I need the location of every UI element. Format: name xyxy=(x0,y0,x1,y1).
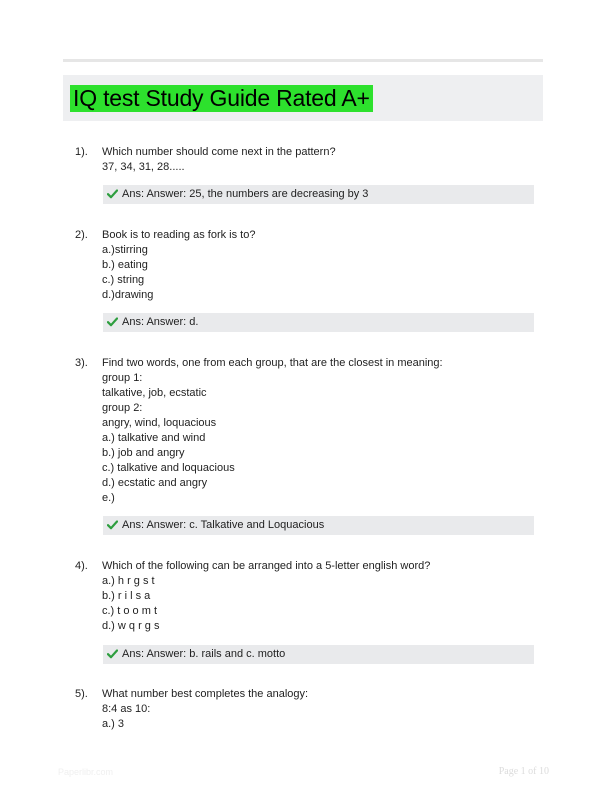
option-a: a.) 3 xyxy=(102,718,125,730)
option-d: d.) w q r g s xyxy=(102,620,160,632)
answer-box xyxy=(103,185,534,204)
option-b: b.) eating xyxy=(102,259,148,271)
option-b: b.) job and angry xyxy=(102,447,185,459)
check-icon xyxy=(107,187,118,206)
answer-text: Ans: Answer: 25, the numbers are decreasing by 3 xyxy=(122,188,369,200)
question-line: Find two words, one from each group, that are the closest in meaning: xyxy=(102,357,443,369)
page-title: IQ test Study Guide Rated A+ xyxy=(70,85,373,112)
question-line: 8:4 as 10: xyxy=(102,703,151,715)
option-c: c.) t o o m t xyxy=(102,605,158,617)
question-line: Which of the following can be arranged into a 5-letter english word? xyxy=(102,560,431,572)
option-a: a.) h r g s t xyxy=(102,575,155,587)
title-band xyxy=(63,75,543,121)
answer-text: Ans: Answer: c. Talkative and Loquacious xyxy=(122,519,325,531)
answer-text: Ans: Answer: b. rails and c. motto xyxy=(122,648,286,660)
question-line: What number best completes the analogy: xyxy=(102,688,309,700)
option-c: c.) talkative and loquacious xyxy=(102,462,235,474)
question-line: angry, wind, loquacious xyxy=(102,417,217,429)
question-text xyxy=(102,356,542,506)
question-text xyxy=(102,145,542,175)
question-number: 2). xyxy=(75,229,88,241)
check-icon xyxy=(107,647,118,666)
question-text xyxy=(102,687,542,732)
answer-text: Ans: Answer: d. xyxy=(122,316,199,328)
option-c: c.) string xyxy=(102,274,145,286)
page-number: Page 1 of 10 xyxy=(498,766,549,777)
question-line: talkative, job, ecstatic xyxy=(102,387,207,399)
top-divider xyxy=(63,59,543,62)
question-number: 4). xyxy=(75,560,88,572)
question-line: 37, 34, 31, 28..... xyxy=(102,161,185,173)
footer-watermark: Paperlibr.com xyxy=(58,767,114,777)
question-text xyxy=(102,559,542,634)
question-line: group 1: xyxy=(102,372,143,384)
check-icon xyxy=(107,518,118,537)
check-icon xyxy=(107,315,118,334)
question-line: group 2: xyxy=(102,402,143,414)
option-d: d.) ecstatic and angry xyxy=(102,477,208,489)
option-a: a.) talkative and wind xyxy=(102,432,206,444)
option-b: b.) r i l s a xyxy=(102,590,151,602)
question-number: 1). xyxy=(75,146,88,158)
question-line: Book is to reading as fork is to? xyxy=(102,229,256,241)
option-d: d.)drawing xyxy=(102,289,154,301)
question-number: 3). xyxy=(75,357,88,369)
question-text xyxy=(102,228,542,303)
option-e: e.) xyxy=(102,492,115,504)
question-number: 5). xyxy=(75,688,88,700)
answer-box xyxy=(103,516,534,535)
question-line: Which number should come next in the pattern? xyxy=(102,146,336,158)
option-a: a.)stirring xyxy=(102,244,148,256)
answer-box xyxy=(103,313,534,332)
answer-box xyxy=(103,645,534,664)
